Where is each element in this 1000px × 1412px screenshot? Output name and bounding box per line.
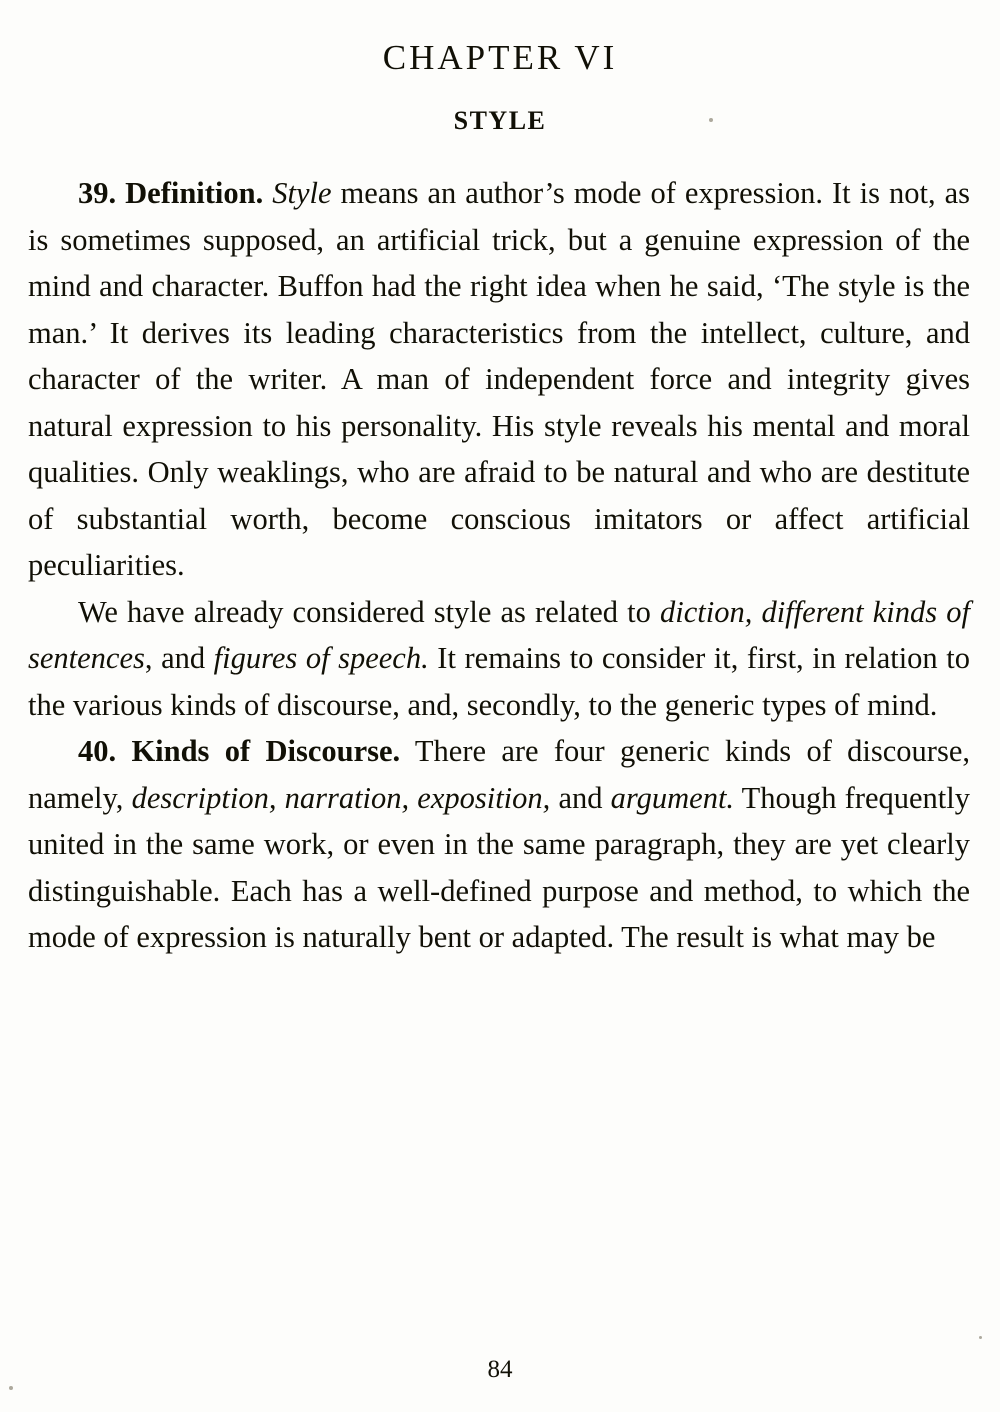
paragraph-40-part-1: description, narration, exposition, [131, 780, 551, 815]
paragraph-we-have-part-2: , and [144, 641, 214, 675]
section-heading: STYLE [453, 106, 547, 135]
paragraph-we-have-part-4: It remains to consider it, first, in relation to the various kinds of discourse, and, secondly, to the generic types of mind. [28, 641, 970, 722]
paragraph-39-number: 39. [78, 176, 117, 210]
paragraph-we-have-part-3: figures of speech. [213, 641, 429, 675]
ink-speck [9, 1386, 13, 1390]
chapter-heading: CHAPTER VI [382, 38, 618, 77]
paragraph-40-part-3: argument. [610, 780, 735, 815]
ink-speck [709, 118, 713, 122]
paragraph-we-have-part-1: diction, different kinds of sentences [28, 594, 970, 675]
paragraph-39-part-0: Style [272, 176, 332, 210]
paragraph-40-part-2: and [550, 780, 611, 815]
paragraph-40 [28, 728, 970, 961]
paragraph-39-part-1: means an author’s mode of expression. It is not, as is sometimes supposed, an artificial trick, but a genuine expression of the mind and character. Buffon had the right idea when he said, ‘The style is the man.’ It derives its leading characteristics from the intellect, culture, and character of the writer. A man of independent force and integrity gives natural expression to his personality. His style reveals his mental and moral qualities. Only weaklings, who are afraid to be natural and who are destitute of substantial worth, become conscious imitators or affect artificial peculiarities. [28, 176, 970, 582]
page-body [28, 170, 970, 961]
paragraph-we-have-part-0: We have already considered style as related to [78, 594, 660, 629]
ink-speck [979, 1336, 982, 1339]
paragraph-we-have [28, 589, 970, 729]
paragraph-40-title: Kinds of Discourse. [131, 734, 401, 768]
paragraph-39 [28, 170, 970, 589]
page-number: 84 [487, 1356, 513, 1383]
paragraph-40-number: 40. [78, 734, 117, 768]
paragraph-40-part-4: Though frequently united in the same work, or even in the same paragraph, they are yet clearly distinguishable. Each has a well-defined purpose and method, to which the mode of expression is naturally bent or adapted. The result is what may be [28, 780, 971, 954]
paragraph-40-part-0: There are four generic kinds of discourse, namely, [28, 734, 971, 815]
paragraph-39-title: Definition. [125, 176, 264, 210]
